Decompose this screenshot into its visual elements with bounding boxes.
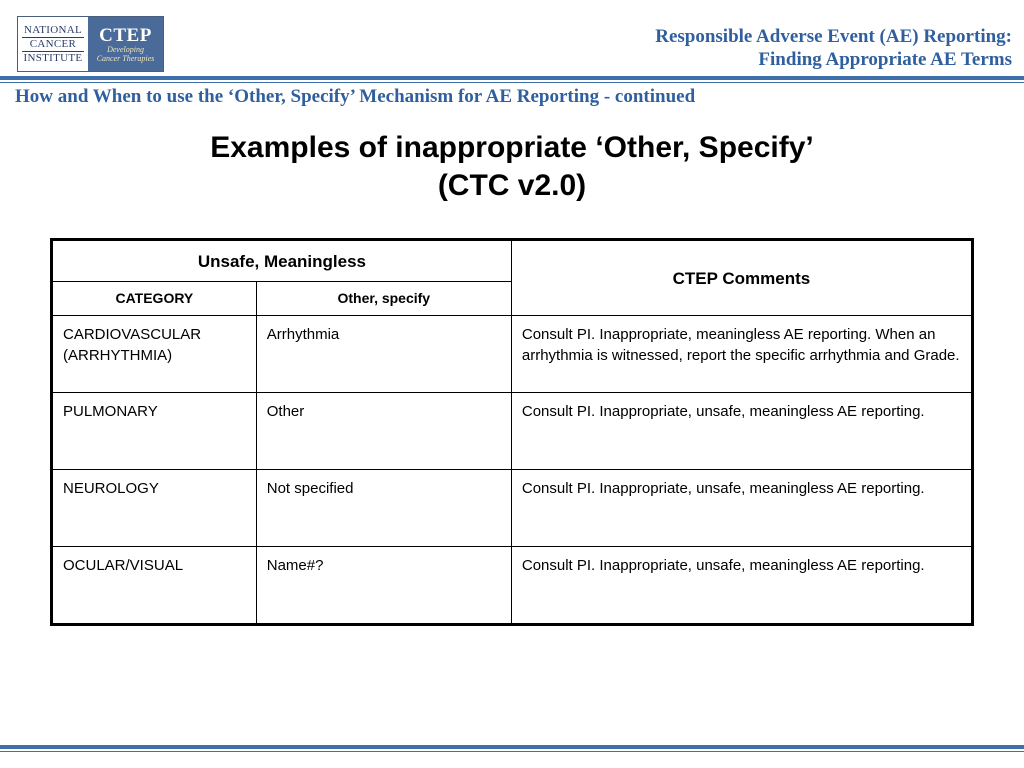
table-row — [52, 470, 973, 547]
cell-category: NEUROLOGY — [52, 470, 257, 547]
main-title-line-1: Examples of inappropriate ‘Other, Specify’ — [210, 131, 814, 164]
ctep-logo — [88, 17, 163, 71]
header-category: CATEGORY — [52, 282, 257, 316]
examples-table — [50, 238, 974, 626]
header-ctep-comments: CTEP Comments — [511, 240, 972, 316]
cell-other-specify: Other — [256, 393, 511, 470]
header-rule — [0, 76, 1024, 80]
slide-subtitle: How and When to use the ‘Other, Specify’ Mechanism for AE Reporting - continued — [15, 86, 696, 107]
table-row — [52, 393, 973, 470]
nci-logo-line-2: CANCER — [29, 37, 77, 50]
main-title — [0, 129, 1024, 205]
main-title-line-2: (CTC v2.0) — [437, 169, 587, 202]
cell-ctep-comment: Consult PI. Inappropriate, unsafe, meaningless AE reporting. — [511, 547, 972, 625]
header-title-line-2: Finding Appropriate AE Terms — [758, 49, 1012, 70]
cell-ctep-comment: Consult PI. Inappropriate, unsafe, meaningless AE reporting. — [511, 470, 972, 547]
table-row — [52, 316, 973, 393]
cell-other-specify: Name#? — [256, 547, 511, 625]
cell-other-specify: Arrhythmia — [256, 316, 511, 393]
table-row — [52, 547, 973, 625]
nci-logo-line-1: NATIONAL — [23, 23, 82, 36]
header-other-specify: Other, specify — [256, 282, 511, 316]
cell-other-specify: Not specified — [256, 470, 511, 547]
ctep-tagline-2: Cancer Therapies — [96, 53, 155, 63]
footer-rule — [0, 745, 1024, 749]
cell-category: OCULAR/VISUAL — [52, 547, 257, 625]
nci-logo — [18, 17, 88, 71]
nci-logo-line-3: INSTITUTE — [23, 51, 83, 64]
nci-ctep-logo — [17, 16, 164, 72]
cell-category: CARDIOVASCULAR (ARRHYTHMIA) — [52, 316, 257, 393]
cell-ctep-comment: Consult PI. Inappropriate, meaningless AE reporting. When an arrhythmia is witnessed, report the specific arrhythmia and Grade. — [511, 316, 972, 393]
header-title-line-1: Responsible Adverse Event (AE) Reporting: — [655, 26, 1012, 47]
table-header-row — [52, 240, 973, 282]
cell-category: PULMONARY — [52, 393, 257, 470]
ctep-tagline-1: Developing — [107, 44, 144, 54]
header-title — [655, 25, 1012, 71]
ctep-logo-text: CTEP — [99, 24, 152, 46]
group-header-unsafe-meaningless: Unsafe, Meaningless — [52, 240, 512, 282]
cell-ctep-comment: Consult PI. Inappropriate, unsafe, meaningless AE reporting. — [511, 393, 972, 470]
slide-header — [0, 0, 1024, 78]
footer-rule-thin — [0, 751, 1024, 752]
header-rule-thin — [0, 82, 1024, 83]
